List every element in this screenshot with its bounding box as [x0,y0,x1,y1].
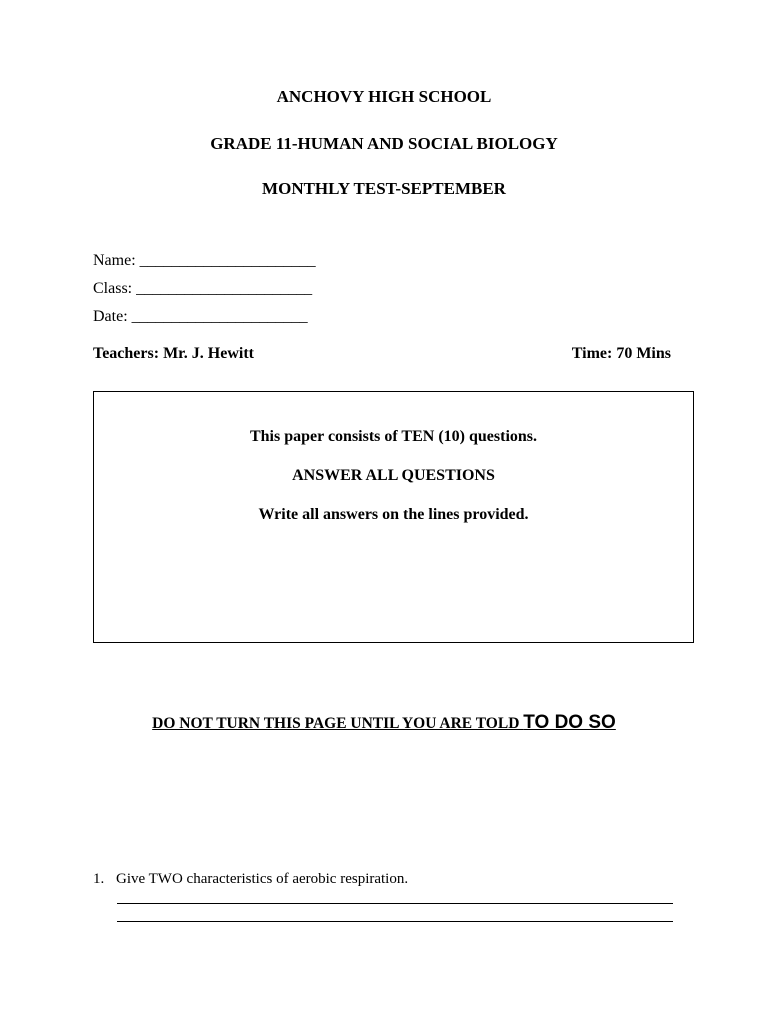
question-1 [93,871,408,888]
warning-text-part-1: DO NOT TURN THIS PAGE UNTIL YOU ARE TOLD [152,715,524,732]
instruction-answer-all: ANSWER ALL QUESTIONS [292,467,495,484]
teachers-label: Teachers: Mr. J. Hewitt [93,345,254,362]
school-name: ANCHOVY HIGH SCHOOL [276,87,492,106]
instruction-box [93,391,694,643]
question-text: Give TWO characteristics of aerobic respiration. [116,871,409,887]
class-field: Class: ______________________ [93,280,313,297]
answer-line[interactable] [117,921,673,922]
test-title: MONTHLY TEST-SEPTEMBER [262,179,506,198]
instruction-write-answers: Write all answers on the lines provided. [258,506,529,523]
name-field: Name: ______________________ [93,252,316,269]
answer-line[interactable] [117,903,673,904]
time-label: Time: 70 Mins [571,345,671,362]
course-title: GRADE 11-HUMAN AND SOCIAL BIOLOGY [210,134,558,153]
instruction-question-count: This paper consists of TEN (10) questions. [249,428,538,445]
date-field: Date: ______________________ [93,308,308,325]
warning-text-part-2: TO DO SO [523,712,616,733]
do-not-turn-warning [0,712,768,734]
question-number: 1. [93,871,105,887]
